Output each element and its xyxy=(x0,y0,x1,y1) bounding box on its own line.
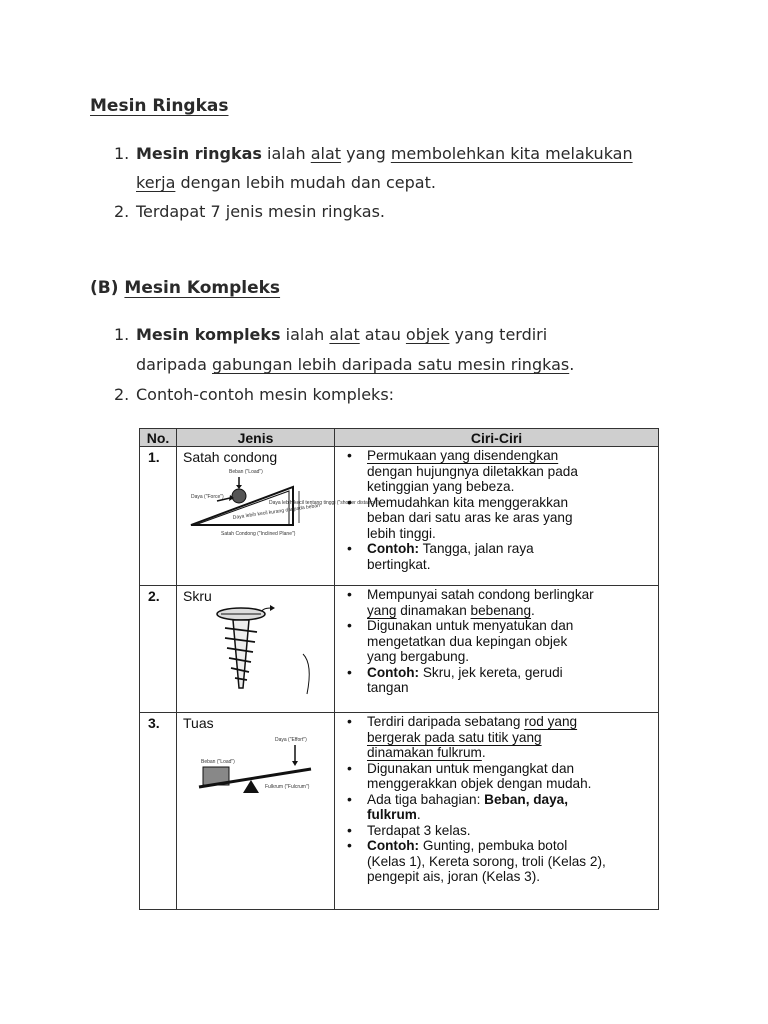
section-b-title xyxy=(90,278,280,298)
label-daya: Daya ("Force") xyxy=(191,494,224,500)
list-item xyxy=(367,792,654,823)
underlined-kerja: kerja xyxy=(136,173,176,192)
text: yang terdiri xyxy=(449,325,548,344)
text: pengepit ais, joran (Kelas 3). xyxy=(367,869,541,884)
term-mesin-ringkas: Mesin ringkas xyxy=(136,144,262,163)
ciri-cell xyxy=(335,713,659,910)
text: lebih tinggi. xyxy=(367,525,436,541)
text: yang xyxy=(341,144,391,163)
list-item xyxy=(367,761,654,792)
text: ialah xyxy=(261,144,311,163)
text: beban dari satu aras ke aras yang xyxy=(367,510,573,525)
header-no: No. xyxy=(140,429,177,447)
jenis-label: Skru xyxy=(183,588,212,604)
text: ialah xyxy=(280,325,330,344)
header-jenis: Jenis xyxy=(177,429,335,447)
text: Digunakan untuk mengangkat dan xyxy=(367,760,575,776)
label-tinggi: Daya lebih kecil tentang tinggi ("shorter distance") xyxy=(269,500,380,506)
underlined-text: rod yang xyxy=(524,714,578,729)
section-b-item-2-num: 2. xyxy=(114,385,130,404)
contoh-label: Contoh: xyxy=(367,838,420,853)
underlined-alat: alat xyxy=(310,144,342,163)
table-header-row xyxy=(140,429,659,447)
lever-diagram xyxy=(181,731,331,806)
term-mesin-kompleks: Mesin kompleks xyxy=(136,325,281,344)
text: ketinggian yang bebeza. xyxy=(367,479,515,494)
table-row xyxy=(140,713,659,910)
text: (Kelas 1), Kereta sorong, troli (Kelas 2), xyxy=(367,853,606,869)
ciri-cell xyxy=(335,447,659,586)
text: Ada tiga bahagian: xyxy=(367,791,485,807)
section-b-item-1-line-2 xyxy=(136,355,574,374)
label-satah-condong: Satah Condong ("Inclined Plane") xyxy=(221,531,296,537)
list-item xyxy=(367,665,654,696)
jenis-cell xyxy=(177,713,335,910)
jenis-cell xyxy=(177,447,380,586)
fulcrum-triangle xyxy=(243,780,259,793)
list-item xyxy=(367,714,654,761)
section-b-prefix: (B) xyxy=(90,278,125,298)
mesin-kompleks-table xyxy=(139,428,659,910)
text: daripada xyxy=(136,355,212,374)
list-item xyxy=(367,587,654,618)
underlined-objek: objek xyxy=(405,325,450,344)
screw-diagram xyxy=(177,600,327,700)
text: dinamakan xyxy=(396,602,471,618)
screw-arrow-head xyxy=(270,605,275,611)
text: Terdapat 3 kelas. xyxy=(367,822,471,838)
contoh-label: Contoh: xyxy=(367,541,420,556)
table-row xyxy=(140,586,659,713)
text: dengan hujungnya diletakkan pada xyxy=(367,463,578,479)
contoh-label: Contoh: xyxy=(367,664,420,680)
load-arrow-head xyxy=(236,485,242,489)
text: Memudahkan kita menggerakkan xyxy=(367,494,568,510)
underlined-phrase: membolehkan kita melakukan xyxy=(390,144,633,163)
row-number: 2. xyxy=(140,586,177,713)
underlined-text: bergerak pada satu titik yang xyxy=(367,729,542,745)
row-number: 3. xyxy=(140,713,177,910)
text: menggerakkan objek dengan mudah. xyxy=(367,776,592,791)
label-beban: Beban ("Load") xyxy=(201,759,235,765)
ciri-cell xyxy=(335,586,659,713)
text: . xyxy=(569,355,575,374)
text: dengan lebih mudah dan cepat. xyxy=(175,173,436,192)
underlined-text: dinamakan fulkrum xyxy=(367,745,482,760)
label-daya: Daya ("Effort") xyxy=(275,737,307,743)
label-jarak: Daya lebih kecil kurang daripada beban xyxy=(232,502,321,521)
text: atau xyxy=(359,325,406,344)
list-item xyxy=(367,541,654,572)
section-a-item-2-text: Terdapat 7 jenis mesin ringkas. xyxy=(136,202,386,221)
underlined-alat: alat xyxy=(329,325,360,344)
load-ball xyxy=(232,489,246,503)
section-b-item-1-num: 1. xyxy=(114,325,130,344)
list-item xyxy=(367,618,654,665)
list-item xyxy=(367,823,654,839)
row-number: 1. xyxy=(140,447,177,586)
underlined-text: Permukaan yang disendengkan xyxy=(367,448,559,463)
section-a-title: Mesin Ringkas xyxy=(90,96,229,116)
section-a-item-1-line-2 xyxy=(136,173,436,192)
jenis-cell xyxy=(177,586,335,713)
header-ciri: Ciri-Ciri xyxy=(335,429,659,447)
effort-arrow-head xyxy=(292,761,298,766)
text: . xyxy=(531,602,535,618)
text: tangan xyxy=(367,680,409,695)
section-b-item-2-text: Contoh-contoh mesin kompleks: xyxy=(136,385,395,404)
text: Digunakan untuk menyatukan dan xyxy=(367,618,574,633)
section-b-title-text: Mesin Kompleks xyxy=(124,278,281,298)
list-item xyxy=(367,838,654,885)
text: mengetatkan dua kepingan objek xyxy=(367,633,568,649)
list-item xyxy=(367,448,654,495)
list-item xyxy=(367,495,654,542)
text: bertingkat. xyxy=(367,556,431,572)
text: Skru, jek kereta, gerudi xyxy=(419,664,563,680)
table-row xyxy=(140,447,659,586)
text: Gunting, pembuka botol xyxy=(419,838,568,853)
underlined-text: yang xyxy=(367,602,397,618)
bold-text: Beban, daya, xyxy=(484,791,569,807)
text: yang bergabung. xyxy=(367,649,470,664)
jenis-label: Satah condong xyxy=(183,449,278,465)
underlined-bebenang: bebenang xyxy=(470,602,532,618)
jenis-label: Tuas xyxy=(183,715,214,731)
text: . xyxy=(481,745,486,760)
bold-text: fulkrum xyxy=(367,807,417,822)
inclined-plane-diagram xyxy=(181,465,380,547)
text: Mempunyai satah condong berlingkar xyxy=(367,587,594,602)
section-a-item-1-line-1 xyxy=(136,144,633,163)
section-a-item-2-num: 2. xyxy=(114,202,130,221)
text: Terdiri daripada sebatang xyxy=(367,714,525,729)
text: Tangga, jalan raya xyxy=(419,541,534,556)
label-beban: Beban ("Load") xyxy=(229,469,263,475)
underlined-gabungan: gabungan lebih daripada satu mesin ringkas xyxy=(212,355,570,374)
label-fulkrum: Fulkrum ("Fulcrum") xyxy=(265,784,310,790)
text: . xyxy=(416,807,421,822)
screw-surface-line xyxy=(303,654,309,694)
section-b-item-1-line-1 xyxy=(136,325,547,344)
section-a-item-1-num: 1. xyxy=(114,144,130,163)
